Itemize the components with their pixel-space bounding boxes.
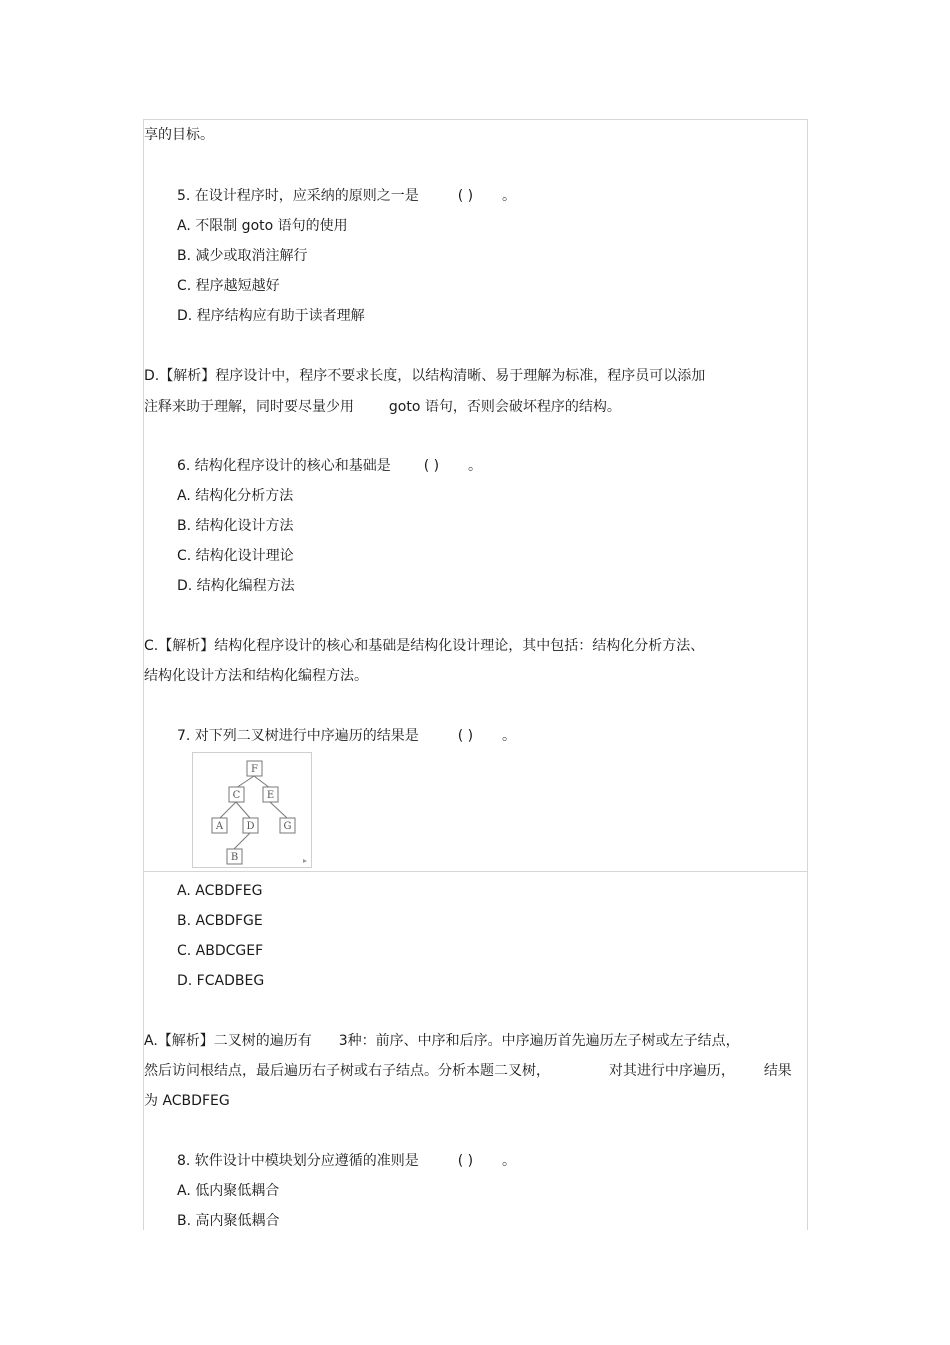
edge-f-c xyxy=(236,776,254,788)
question-7-explanation-part-2: 3种：前序、中序和后序。中序遍历首先遍历左子树或左子结点， xyxy=(338,1033,740,1049)
edge-d-b xyxy=(234,833,250,849)
question-6-answer-blank: ( ) xyxy=(423,458,440,474)
node-g-label: G xyxy=(283,821,292,832)
node-f-label: F xyxy=(251,764,258,775)
question-5-explanation-line-2 xyxy=(144,398,621,416)
question-8-stem xyxy=(177,1152,516,1170)
question-5-explanation-line-1: D.【解析】程序设计中，程序不要求长度，以结构清晰、易于理解为标准，程序员可以添加 xyxy=(144,368,706,384)
question-6-stem xyxy=(177,457,482,475)
question-5-option-a: A. 不限制 goto 语句的使用 xyxy=(177,218,348,234)
question-5-explanation-part-2: goto 语句，否则会破坏程序的结构。 xyxy=(388,399,621,415)
question-7-explanation-part-3: 然后访问根结点，最后遍历右子树或右子结点。分析本题二叉树， xyxy=(144,1063,550,1079)
question-6-option-a: A. 结构化分析方法 xyxy=(177,488,294,504)
question-7-option-a: A. ACBDFEG xyxy=(177,883,263,899)
question-7-explanation-line-1 xyxy=(144,1032,740,1050)
binary-tree-figure xyxy=(192,752,312,868)
edge-c-a xyxy=(220,802,236,818)
question-7-option-b: B. ACBDFGE xyxy=(177,913,263,929)
binary-tree-diagram xyxy=(193,753,311,867)
question-5-stem xyxy=(177,187,516,205)
question-8-end: 。 xyxy=(502,1153,516,1169)
node-b-label: B xyxy=(230,852,239,863)
question-6-end: 。 xyxy=(468,458,482,474)
question-6-text: 6. 结构化程序设计的核心和基础是 xyxy=(177,458,391,474)
paragraph-mark-icon xyxy=(303,859,307,863)
question-8-answer-blank: ( ) xyxy=(457,1153,474,1169)
node-d-label: D xyxy=(246,821,255,832)
node-c-label: C xyxy=(232,790,241,801)
node-e-label: E xyxy=(266,790,275,801)
question-7-explanation-part-5: 结果 xyxy=(763,1063,792,1079)
question-7-explanation-part-1: A.【解析】二叉树的遍历有 xyxy=(144,1033,312,1049)
question-7-explanation-part-4: 对其进行中序遍历， xyxy=(608,1063,735,1079)
question-5-explanation-part-1: 注释来助于理解，同时要尽量少用 xyxy=(144,399,354,415)
question-5-option-d: D. 程序结构应有助于读者理解 xyxy=(177,308,365,324)
question-8-option-a: A. 低内聚低耦合 xyxy=(177,1183,280,1199)
question-5-option-c: C. 程序越短越好 xyxy=(177,278,280,294)
continuation-text: 享的目标。 xyxy=(144,127,214,143)
question-6-option-d: D. 结构化编程方法 xyxy=(177,578,295,594)
question-6-explanation-line-1: C.【解析】结构化程序设计的核心和基础是结构化设计理论，其中包括：结构化分析方法、 xyxy=(144,638,705,654)
page-break-line xyxy=(143,871,807,872)
question-7-answer-blank: ( ) xyxy=(457,728,474,744)
question-5-text: 5. 在设计程序时，应采纳的原则之一是 xyxy=(177,188,419,204)
question-7-text: 7. 对下列二叉树进行中序遍历的结果是 xyxy=(177,728,419,744)
question-5-end: 。 xyxy=(502,188,516,204)
question-7-explanation-line-3: 为 ACBDFEG xyxy=(144,1093,230,1109)
question-6-option-c: C. 结构化设计理论 xyxy=(177,548,294,564)
question-7-end: 。 xyxy=(502,728,516,744)
question-7-explanation-line-2 xyxy=(144,1062,792,1080)
question-8-option-b: B. 高内聚低耦合 xyxy=(177,1213,280,1229)
edge-c-d xyxy=(236,802,250,818)
node-a-label: A xyxy=(215,821,224,832)
edge-e-g xyxy=(270,802,287,818)
question-7-option-c: C. ABDCGEF xyxy=(177,943,264,959)
question-7-stem xyxy=(177,727,516,745)
question-8-text: 8. 软件设计中模块划分应遵循的准则是 xyxy=(177,1153,419,1169)
question-5-option-b: B. 减少或取消注解行 xyxy=(177,248,308,264)
question-6-explanation-line-2: 结构化设计方法和结构化编程方法。 xyxy=(144,668,368,684)
question-6-option-b: B. 结构化设计方法 xyxy=(177,518,294,534)
question-5-answer-blank: ( ) xyxy=(457,188,474,204)
edge-f-e xyxy=(254,776,270,788)
question-7-option-d: D. FCADBEG xyxy=(177,973,265,989)
